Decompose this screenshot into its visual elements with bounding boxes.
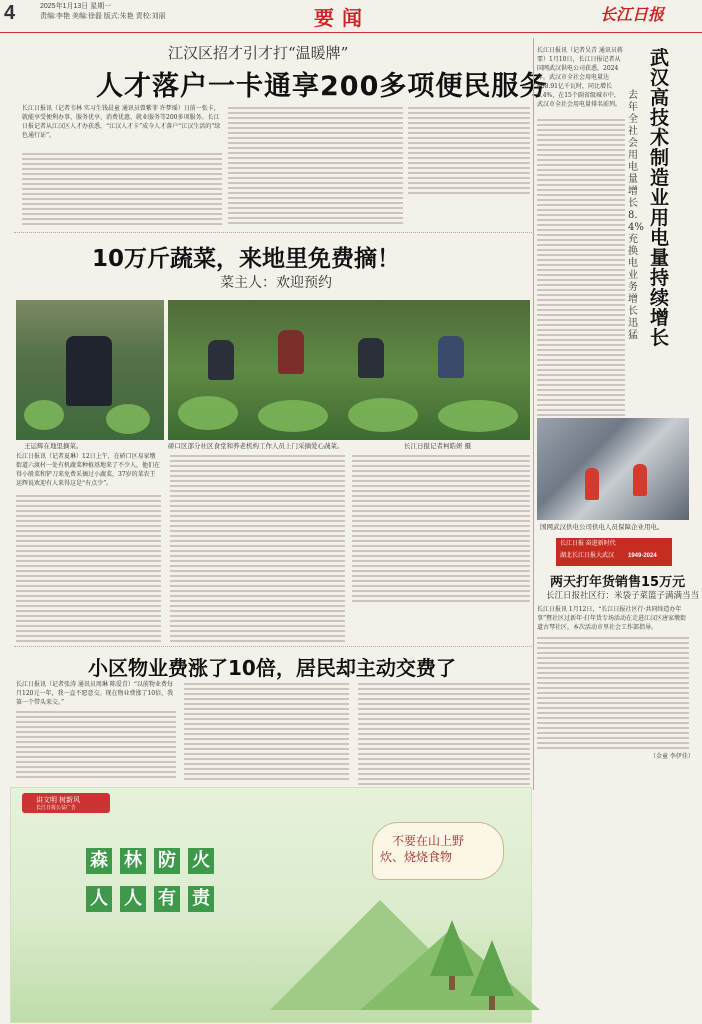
anniversary-banner — [556, 538, 672, 566]
bubble-text-line1: 不要在山上野 — [392, 834, 465, 848]
story2-headline: 10万斤蔬菜，来地里免费摘！ — [92, 246, 401, 272]
farmer-photo — [16, 300, 164, 440]
slogan-char: 火 — [188, 848, 214, 874]
farmer-figure — [66, 336, 112, 406]
worker-figure — [633, 464, 647, 496]
photo-caption-2: 硚口区部分社区食堂和养老机构工作人员上门采摘爱心蔬菜。 — [168, 442, 344, 450]
story1-body-col1 — [22, 150, 222, 225]
story2-subhead: 菜主人：欢迎预约 — [220, 275, 332, 291]
story2-lead: 长江日报讯（记者夏琳）12日上午，在硚口区易家墩街道六渡村一处有机蔬菜种植基地来了不少人，他们在得小般菜和铲刀来免费采摘过小蔬菜，37岁的菜农王运辉说欢迎有人来得这是“有点少”。 — [16, 453, 161, 487]
divider — [14, 646, 532, 647]
slogan-char: 有 — [154, 886, 180, 912]
right-story-lead: 长江日报讯（记者吴青 通讯员蒋霏）1月10日，长江日报记者从国网武汉供电公司获悉，2024年，武汉市全社会用电量达808.91亿千瓦时，同比增长8.4%，在15个副省级城市中，武汉市全社会用电量排名前列。 — [537, 47, 623, 108]
photo-caption-1: 王运辉在地里摘菜。 — [24, 442, 83, 450]
story3-body-col2 — [184, 680, 349, 780]
right-story2-subhead: 长江日报社区行：米袋子菜篮子满满当当 — [546, 591, 700, 601]
picker-figure — [208, 340, 234, 380]
story2-body-col2 — [170, 452, 345, 642]
power-workers-photo — [537, 418, 689, 520]
banner-line: 湖北长江日报大武汉 — [560, 553, 615, 559]
story1-kicker: 江汉区招才引才打“温暖牌” — [168, 44, 349, 62]
slogan-char: 人 — [86, 886, 112, 912]
bubble-text-line2: 炊、烧烧食物 — [380, 850, 453, 864]
slogan-char: 人 — [120, 886, 146, 912]
section-title: 要闻 — [314, 6, 370, 30]
right-story2-lead: 长江日报讯 1月12日，“长江日报社区行·共同缔造办年事”暨社区过新年·打年货专场活动在走进江汉区唐家墩街道古琴社区，本次活动市里社会工作部指导。 — [537, 606, 686, 631]
vegetable — [258, 400, 328, 432]
story3-headline: 小区物业费涨了10倍，居民却主动交费了 — [88, 656, 456, 680]
column-rule — [533, 38, 534, 790]
right-story2-headline: 两天打年货销售15万元 — [550, 575, 686, 590]
header-date-line: 2025年1月13日 星期一 — [40, 3, 112, 10]
right-photo-caption: 国网武汉供电公司供电人员保障企业用电。 — [540, 523, 664, 531]
story1-lead: 长江日报讯（记者韦林 实习生钱晨童 通讯员曾紫菲 许梦瑶）日前一张卡，就能享受便利办事、服务优享、消费优惠、就业服务等200多项服务。长江日报记者从江汉区人才办获悉，“江汉人才卡”成今人才落户“江汉生活的”绿色通行证”。 — [22, 105, 221, 139]
photo-credit: 长江日报记者柯皓妍 摄 — [404, 442, 472, 450]
picker-figure — [438, 336, 464, 378]
right-vertical-headline: 武汉高技术制造业用电量持续增长 — [650, 47, 670, 349]
story3-lead: 长江日报讯（记者张涛 通讯员周琳 陈爱青）“以前物业费每月120元一年，我一直不愿意交。现在物业费涨了10倍，我第一个带头来交。” — [16, 681, 174, 706]
page-number: 4 — [4, 2, 16, 24]
picker-figure — [358, 338, 384, 378]
divider — [14, 232, 532, 233]
slogan-char: 森 — [86, 848, 112, 874]
vegetable — [24, 400, 64, 430]
right-vertical-subhead: 去年全社会用电量增长8.4% 充换电业务增长迅猛 — [628, 90, 644, 341]
banner-years: 1949-2024 — [628, 553, 657, 559]
right-body-col1 — [537, 116, 625, 416]
worker-figure — [585, 468, 599, 500]
vegetable — [106, 404, 150, 434]
slogan-char: 防 — [154, 848, 180, 874]
picker-figure — [278, 330, 304, 374]
right-story2-body — [537, 634, 689, 749]
ad-logo-subtext: 长江日报公益广告 — [36, 805, 77, 811]
ad-tree-trunk — [489, 996, 495, 1010]
ad-tree — [430, 920, 474, 976]
story1-body-col3 — [408, 104, 530, 194]
story1-headline: 人才落户一卡通享200多项便民服务 — [96, 71, 548, 102]
vegetable — [348, 398, 418, 432]
ad-tree — [470, 940, 514, 996]
ad-logo-text: 讲文明 树新风 — [36, 797, 80, 804]
slogan-char: 责 — [188, 886, 214, 912]
masthead-logo: 长江日报 — [600, 5, 665, 24]
banner-line: 长江日报 奋进新时代 — [560, 541, 616, 547]
vegetable — [178, 396, 238, 430]
story2-body-col1 — [16, 492, 161, 642]
right-story2-signature: （金童 李伊佳） — [650, 753, 694, 760]
slogan-char: 林 — [120, 848, 146, 874]
story3-body-col1 — [16, 708, 176, 780]
story2-body-col3 — [352, 452, 530, 602]
header-date — [40, 2, 166, 22]
ad-tree-trunk — [449, 976, 455, 990]
story1-body-col2 — [228, 104, 403, 226]
vegetable — [438, 400, 518, 432]
harvest-photo — [168, 300, 530, 440]
header-editors-line: 责编:李艳 美编:徐磊 版式:朱艳 责校:刘丽 — [40, 13, 166, 20]
